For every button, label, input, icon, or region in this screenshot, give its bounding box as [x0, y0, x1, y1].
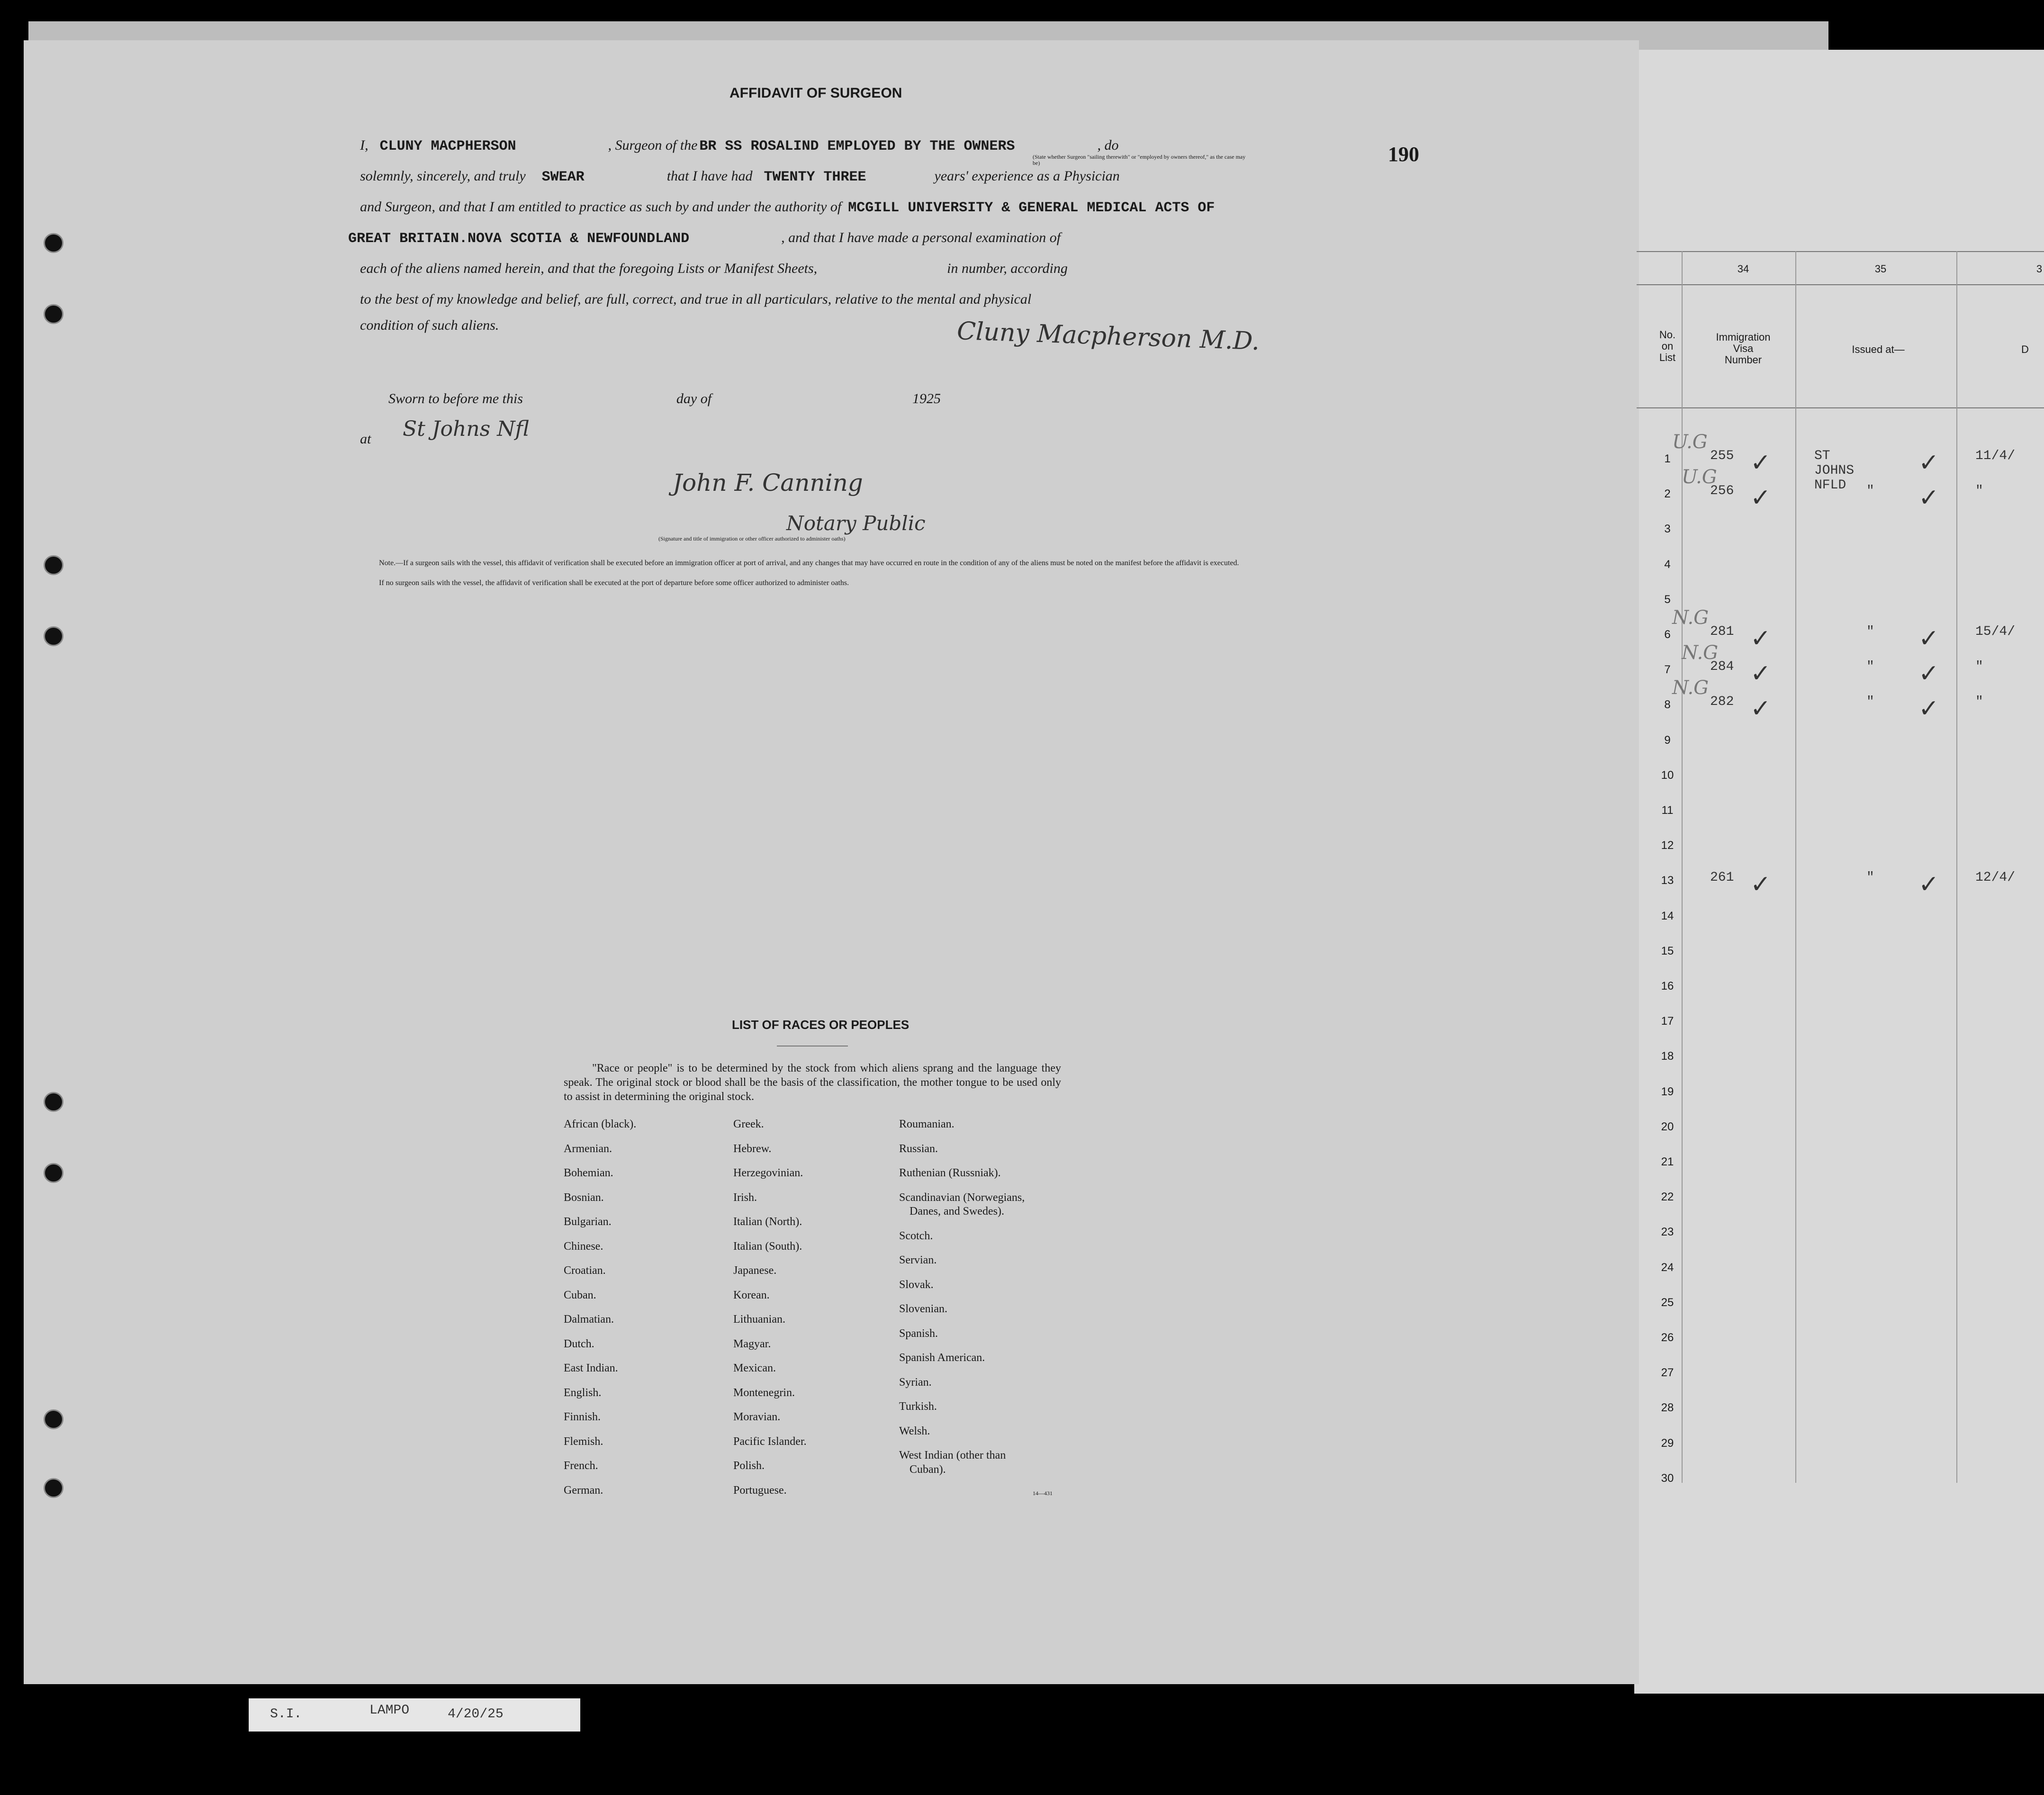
race-item: Servian.: [899, 1254, 937, 1266]
race-item: Pacific Islander.: [733, 1435, 807, 1448]
col-number-36: 3: [2036, 263, 2043, 275]
manifest-row-number: 11: [1661, 804, 1674, 817]
race-item: Dalmatian.: [564, 1313, 614, 1326]
race-item: Korean.: [733, 1289, 770, 1301]
surgeon-status-note: (State whether Surgeon "sailing therewith" or "employed by owners thereof," as the case may be): [1033, 153, 1246, 166]
check-mark-icon: ✓: [1750, 871, 1771, 899]
races-column-2: [733, 1118, 807, 1508]
race-item: Polish.: [733, 1460, 765, 1472]
race-item: French.: [564, 1460, 598, 1472]
race-item: Magyar.: [733, 1337, 771, 1350]
oath-word: SWEAR: [541, 169, 585, 185]
race-item: Turkish.: [899, 1400, 937, 1413]
manifest-col-line: [1795, 251, 1796, 1483]
race-item: Italian (North).: [733, 1216, 802, 1228]
col-head-issued-at: Issued at—: [1852, 343, 1905, 355]
check-mark-icon: ✓: [1750, 660, 1771, 688]
race-item: Moravian.: [733, 1411, 781, 1423]
col-head-date: D: [2021, 343, 2029, 355]
punch-hole-icon: [44, 1092, 63, 1112]
race-item: Slovenian.: [899, 1303, 947, 1315]
margin-mark: N.G: [1672, 677, 1709, 699]
race-item: Spanish American.: [899, 1352, 985, 1364]
race-item: Russian.: [899, 1142, 938, 1155]
race-item: Chinese.: [564, 1240, 603, 1253]
punch-hole-icon: [44, 1409, 63, 1429]
affidavit-line-5: each of the aliens named herein, and that the foregoing Lists or Manifest Sheets, in number, according: [360, 261, 1068, 276]
affidavit-note-2: If no surgeon sails with the vessel, the affidavit of verification shall be executed at the port of departure before some officer authorized to administer oaths.: [379, 579, 849, 587]
manifest-row-number: 12: [1661, 839, 1674, 852]
affidavit-line-6: to the best of my knowledge and belief, are full, correct, and true in all particulars, relative to the mental and physical: [360, 291, 1032, 307]
col-head-no-on-list: No. on List: [1659, 329, 1676, 363]
issue-date: 12/4/: [1975, 870, 2016, 885]
manifest-row-number: 28: [1661, 1401, 1674, 1415]
check-mark-icon: ✓: [1750, 450, 1771, 477]
races-intro: "Race or people" is to be determined by the stock from which aliens sprang and the language they speak. The original stock or blood shall be the basis of the classification, the mother tongue to be used only to assist in determining the original stock.: [564, 1062, 1061, 1103]
affidavit-sheet: [24, 40, 1639, 1684]
issued-at: ": [1866, 624, 1874, 639]
affidavit-title: AFFIDAVIT OF SURGEON: [729, 85, 902, 101]
ship-name: BR SS ROSALIND EMPLOYED BY THE OWNERS: [699, 138, 1015, 154]
visa-number: 281: [1710, 624, 1734, 639]
race-item: Mexican.: [733, 1362, 776, 1374]
punch-hole-icon: [44, 626, 63, 646]
punch-hole-icon: [44, 304, 63, 324]
manifest-row-number: 22: [1661, 1191, 1674, 1204]
form-code: 14—431: [1033, 1490, 1053, 1497]
at-line: at: [360, 431, 371, 447]
manifest-row-number: 17: [1661, 1015, 1674, 1028]
race-item: Bulgarian.: [564, 1216, 612, 1228]
issue-date: 15/4/: [1975, 624, 2016, 639]
col-head-visa-number: Immigration Visa Number: [1716, 331, 1771, 366]
sworn-line: Sworn to before me this day of 1925: [388, 391, 941, 406]
check-mark-icon: ✓: [1918, 450, 1939, 477]
affidavit-line-1: I, CLUNY MACPHERSON , Surgeon of the BR SS ROSALIND EMPLOYED BY THE OWNERS , do: [360, 137, 1119, 154]
issue-date: ": [1975, 695, 1983, 710]
check-mark-icon: ✓: [1918, 695, 1939, 723]
manifest-col-line: [1956, 251, 1957, 1483]
manifest-row-number: 26: [1661, 1331, 1674, 1344]
check-mark-icon: ✓: [1918, 485, 1939, 512]
manifest-row-number: 4: [1664, 558, 1671, 571]
race-item: Finnish.: [564, 1411, 601, 1423]
officer-title: Notary Public: [786, 512, 926, 535]
manifest-row-number: 1: [1664, 452, 1671, 465]
margin-mark: N.G: [1682, 642, 1719, 664]
race-item: Scotch.: [899, 1229, 933, 1242]
manifest-row-number: 16: [1661, 980, 1674, 992]
manifest-header-bottom-rule: [1637, 407, 2044, 408]
races-title: LIST OF RACES OR PEOPLES: [732, 1018, 909, 1032]
races-column-3: [899, 1118, 1025, 1488]
issue-date: ": [1975, 484, 1983, 499]
race-item: Italian (South).: [733, 1240, 802, 1253]
manifest-row-number: 6: [1664, 628, 1671, 641]
race-item: Irish.: [733, 1191, 757, 1204]
manifest-row-number: 19: [1661, 1085, 1674, 1098]
manifest-row-number: 27: [1661, 1366, 1674, 1380]
manifest-top-rule: [1637, 251, 2044, 252]
manifest-row-number: 23: [1661, 1226, 1674, 1239]
issued-at: ": [1866, 659, 1874, 675]
visa-number: 255: [1710, 449, 1734, 463]
authority-text: MCGILL UNIVERSITY & GENERAL MEDICAL ACTS OF: [848, 200, 1215, 216]
race-item: West Indian (other than: [899, 1449, 1006, 1461]
punch-hole-icon: [44, 233, 63, 253]
page-number: 190: [1388, 143, 1419, 166]
race-item: Syrian.: [899, 1376, 932, 1389]
race-item: Armenian.: [564, 1142, 612, 1155]
manifest-row-number: 13: [1661, 874, 1674, 887]
manifest-row-number: 20: [1661, 1120, 1674, 1133]
race-item: Croatian.: [564, 1264, 606, 1277]
race-item: East Indian.: [564, 1362, 618, 1374]
race-item: Bohemian.: [564, 1167, 613, 1179]
race-item: Welsh.: [899, 1425, 930, 1437]
punch-hole-icon: [44, 1478, 63, 1498]
visa-number: 261: [1710, 870, 1734, 885]
margin-mark: U.G: [1672, 431, 1708, 453]
issue-date: ": [1975, 659, 1983, 675]
surgeon-signature: Cluny Macpherson M.D.: [956, 316, 1261, 356]
check-mark-icon: ✓: [1918, 871, 1939, 899]
manifest-row-number: 8: [1664, 698, 1671, 712]
race-item: German.: [564, 1484, 603, 1497]
manifest-header-rule: [1637, 284, 2044, 285]
race-item: English.: [564, 1386, 602, 1399]
race-item: Lithuanian.: [733, 1313, 785, 1326]
race-item: Roumanian.: [899, 1118, 954, 1130]
affidavit-note-1: Note.—If a surgeon sails with the vessel, this affidavit of verification shall be executed before an immigration officer at port of arrival, and any changes that may have occurred en route in the condition of any of the aliens must be noted on the manifest before the affidavit is executed.: [379, 559, 1239, 567]
manifest-row-number: 21: [1661, 1155, 1674, 1168]
col-number-35: 35: [1874, 263, 1887, 275]
manifest-row-number: 9: [1664, 733, 1671, 747]
manifest-row-number: 3: [1664, 523, 1671, 536]
affidavit-line-4: GREAT BRITAIN.NOVA SCOTIA & NEWFOUNDLAND , and that I have made a personal examination of: [348, 230, 1061, 247]
manifest-row-number: 25: [1661, 1296, 1674, 1309]
visa-number: 284: [1710, 659, 1734, 675]
manifest-row-number: 24: [1661, 1261, 1674, 1274]
manifest-row-number: 15: [1661, 944, 1674, 957]
sworn-year: 1925: [912, 391, 941, 406]
manifest-row-number: 5: [1664, 593, 1671, 606]
visa-number: 282: [1710, 695, 1734, 710]
manifest-row-number: 29: [1661, 1436, 1674, 1450]
check-mark-icon: ✓: [1918, 625, 1939, 652]
race-item: Slovak.: [899, 1278, 934, 1291]
manifest-row-number: 30: [1661, 1471, 1674, 1485]
margin-mark: N.G: [1672, 607, 1709, 629]
authority-text-2: GREAT BRITAIN.NOVA SCOTIA & NEWFOUNDLAND: [348, 231, 690, 247]
race-item: Portuguese.: [733, 1484, 787, 1497]
race-item: Hebrew.: [733, 1142, 772, 1155]
race-item: Danes, and Swedes).: [909, 1205, 1004, 1218]
race-item: African (black).: [564, 1118, 637, 1130]
check-mark-icon: ✓: [1750, 695, 1771, 723]
manifest-row-number: 10: [1661, 768, 1674, 782]
manifest-row-number: 14: [1661, 909, 1674, 922]
affidavit-line-7: condition of such aliens.: [360, 317, 499, 333]
manifest-row-number: 18: [1661, 1050, 1674, 1063]
affidavit-line-3: and Surgeon, and that I am entitled to practice as such by and under the authority of MCGILL UNIVERSITY & GENERAL MEDICAL ACTS OF: [360, 199, 1215, 216]
race-item: Cuban.: [564, 1289, 596, 1301]
issue-date: 11/4/: [1975, 449, 2016, 463]
sworn-place: St Johns Nfl: [403, 417, 530, 441]
officer-signature: John F. Canning: [673, 469, 863, 496]
affidavit-line-2: solemnly, sincerely, and truly SWEAR that I have had TWENTY THREE years' experience as a Physician: [360, 168, 1120, 185]
race-item: Montenegrin.: [733, 1386, 795, 1399]
race-item: Bosnian.: [564, 1191, 604, 1204]
check-mark-icon: ✓: [1750, 625, 1771, 652]
punch-hole-icon: [44, 555, 63, 575]
manifest-row-number: 2: [1664, 487, 1671, 501]
races-column-1: [564, 1118, 636, 1508]
surgeon-name: CLUNY MACPHERSON: [379, 138, 516, 154]
officer-caption: (Signature and title of immigration or other officer authorized to administer oaths): [658, 535, 846, 542]
race-item: Cuban).: [909, 1463, 946, 1476]
microfilm-label: S.I. LAMPO 4/20/25: [249, 1698, 580, 1732]
margin-mark: U.G: [1682, 466, 1717, 488]
issued-at: ": [1866, 484, 1874, 499]
race-item: Scandinavian (Norwegians,: [899, 1191, 1025, 1204]
visa-number: 256: [1710, 484, 1734, 499]
check-mark-icon: ✓: [1750, 485, 1771, 512]
punch-hole-icon: [44, 1163, 63, 1183]
manifest-row-number: 7: [1664, 663, 1671, 677]
race-item: Greek.: [733, 1118, 764, 1130]
issued-at: ": [1866, 695, 1874, 710]
years-experience: TWENTY THREE: [764, 169, 866, 185]
race-item: Flemish.: [564, 1435, 603, 1448]
issued-at: ": [1866, 870, 1874, 885]
race-item: Dutch.: [564, 1337, 594, 1350]
race-item: Spanish.: [899, 1327, 938, 1340]
race-item: Japanese.: [733, 1264, 777, 1277]
race-item: Ruthenian (Russniak).: [899, 1167, 1001, 1179]
col-number-34: 34: [1737, 263, 1749, 275]
race-item: Herzegovinian.: [733, 1167, 803, 1179]
issued-at: ST JOHNS NFLD: [1814, 449, 1855, 493]
check-mark-icon: ✓: [1918, 660, 1939, 688]
